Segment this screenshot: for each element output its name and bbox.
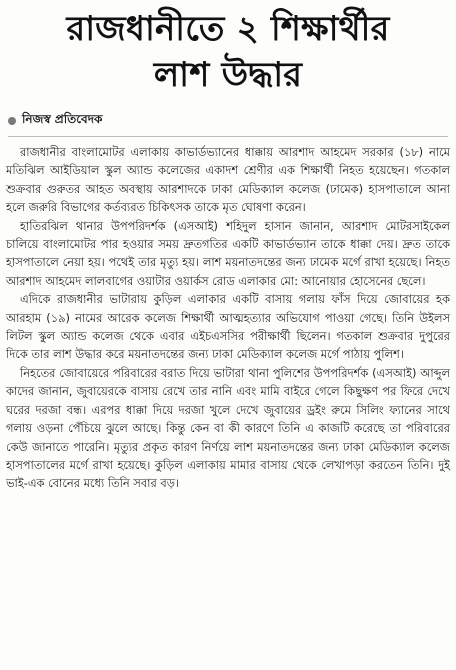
paragraph: নিহতের জোবায়েরে পরিবারের বরাত দিয়ে ভাটারা থানা পুলিশের উপপরিদর্শক (এসআই) আব্দুল কাদের জানান, জুবায়েরকে বাসায় রেখে তার নানি এবং মামি বাইরে গেলে কিছুক্ষণ পর ফিরে দেখে ঘরের দরজা বন্ধ। এরপর ধাক্কা দিয়ে দরজা খুলে দেখে জুবায়ের ড্রইং রুমে সিলিং ফ্যানের সাথে গলায় ওড়না পেঁচিয়ে ঝুলে আছে। কিন্তু কেন বা কী কারণে তিনি এ কাজটি করেছে তা পরিবারের কেউ জানাতে পারেনি। মৃত্যুর প্রকৃত কারণ নির্ণয়ে লাশ ময়নাতদন্তের জন্য ঢাকা মেডিক্যাল কলেজ হাসপাতালের মর্গে রাখা হয়েছে। কুড়িল এলাকায় মামার বাসায় থেকে লেখাপড়া করতেন তিনি। দুই ভাই-এক বোনের মধ্যে তিনি সবার বড়।: [6, 365, 450, 491]
paragraph: রাজধানীর বাংলামোটর এলাকায় কাভার্ডভ্যানের ধাক্কায় আরশাদ আহমেদ সরকার (১৮) নামে মতিঝিল আইডিয়াল স্কুল অ্যান্ড কলেজের একাদশ শ্রেণীর এক শিক্ষার্থী নিহত হয়েছেন। গতকাল শুক্রবার গুরুতর আহত অবস্থায় আরশাদকে ঢাকা মেডিক্যাল কলেজ (ঢামেক) হাসপাতালে আনা হলে জরুরি বিভাগের কর্তব্যরত চিকিৎসক তাকে মৃত ঘোষণা করেন।: [6, 145, 450, 215]
headline: [0, 0, 456, 98]
byline: [8, 112, 456, 130]
paragraph: এদিকে রাজধানীর ভাটারায় কুড়িল এলাকার একটি বাসায় গলায় ফাঁস দিয়ে জোবায়ের হক আরহাম (১৯) নামের আরেক কলেজ শিক্ষার্থী আত্মহত্যার অভিযোগ পাওয়া গেছে। তিনি উইলস লিটল স্কুল অ্যান্ড কলেজ থেকে এবার এইচএসসির পরীক্ষার্থী ছিলেন। গতকাল শুক্রবার দুপুরের দিকে তার লাশ উদ্ধার করে ময়নাতদন্তের জন্য ঢাকা মেডিক্যাল কলেজ মর্গে পাঠায় পুলিশ।: [6, 292, 450, 362]
bullet-icon: [8, 117, 16, 125]
headline-line-2: লাশ উদ্ধার: [153, 55, 303, 95]
headline-line-1: রাজধানীতে ২ শিক্ষার্থীর: [66, 9, 390, 49]
article-body: [6, 143, 450, 493]
paragraph: হাতিরঝিল থানার উপপরিদর্শক (এসআই) শহিদুল হাসান জানান, আরশাদ মোটরসাইকেল চালিয়ে বাংলামোটর পার হওয়ার সময় দ্রুতগতির একটি কাভার্ডভ্যান তাকে ধাক্কা দেয়। দ্রুত তাকে হাসপাতালে নেয়া হয়। পথেই তার মৃত্যু হয়। লাশ ময়নাতদন্তের জন্য ঢামেক মর্গে রাখা হয়েছে। নিহত আরশাদ আহমেদ লালবাগের ওয়াটার ওয়ার্কস রোড এলাকার মো: আনোয়ার হোসেনের ছেলে।: [6, 218, 450, 288]
byline-text: নিজস্ব প্রতিবেদক: [22, 112, 103, 126]
byline-divider: [8, 136, 448, 137]
